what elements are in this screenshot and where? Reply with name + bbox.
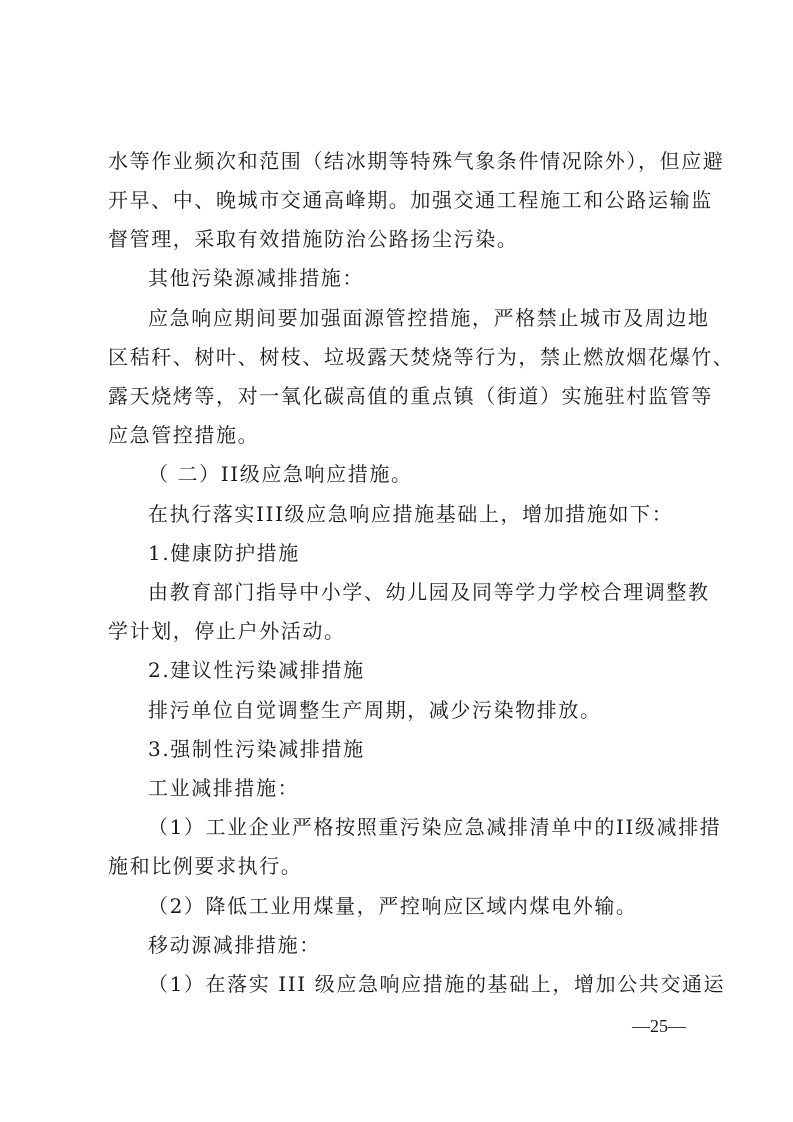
text-line: 在执行落实III级应急响应措施基础上，增加措施如下：: [148, 502, 674, 526]
section-heading: （ 二）II级应急响应措施。: [148, 462, 413, 486]
text-line: 区秸秆、树叶、树枝、垃圾露天焚烧等行为，禁止燃放烟花爆竹、: [108, 345, 735, 369]
text-line: 排污单位自觉调整生产周期，减少污染物排放。: [148, 698, 602, 722]
text-line: 应急响应期间要加强面源管控措施，严格禁止城市及周边地: [148, 306, 710, 330]
section-heading: 2.建议性污染减排措施: [148, 658, 365, 682]
text-line: 施和比例要求执行。: [108, 854, 303, 878]
section-heading: 1.健康防护措施: [148, 541, 300, 565]
section-heading: 移动源减排措施：: [148, 933, 321, 957]
text-line: （1）工业企业严格按照重污染应急减排清单中的II级减排措: [148, 815, 722, 839]
text-line: 学计划，停止户外活动。: [108, 619, 346, 643]
text-line: 水等作业频次和范围（结冰期等特殊气象条件情况除外），但应避: [108, 149, 725, 173]
text-line: 开早、中、晚城市交通高峰期。加强交通工程施工和公路运输监: [108, 188, 713, 212]
section-heading: 其他污染源减排措施：: [148, 266, 364, 290]
page-number: —25—: [632, 1016, 686, 1036]
text-line: 督管理，采取有效措施防治公路扬尘污染。: [108, 227, 519, 251]
text-line: 露天烧烤等，对一氧化碳高值的重点镇（街道）实施驻村监管等: [108, 384, 713, 408]
text-line: （2）降低工业用煤量，严控响应区域内煤电外输。: [148, 894, 638, 918]
text-line: 由教育部门指导中小学、幼儿园及同等学力学校合理调整教: [148, 580, 710, 604]
text-line: （1）在落实 III 级应急响应措施的基础上，增加公共交通运: [148, 972, 726, 996]
section-heading: 3.强制性污染减排措施: [148, 737, 365, 761]
text-line: 应急管控措施。: [108, 423, 260, 447]
section-heading: 工业减排措施：: [148, 776, 300, 800]
